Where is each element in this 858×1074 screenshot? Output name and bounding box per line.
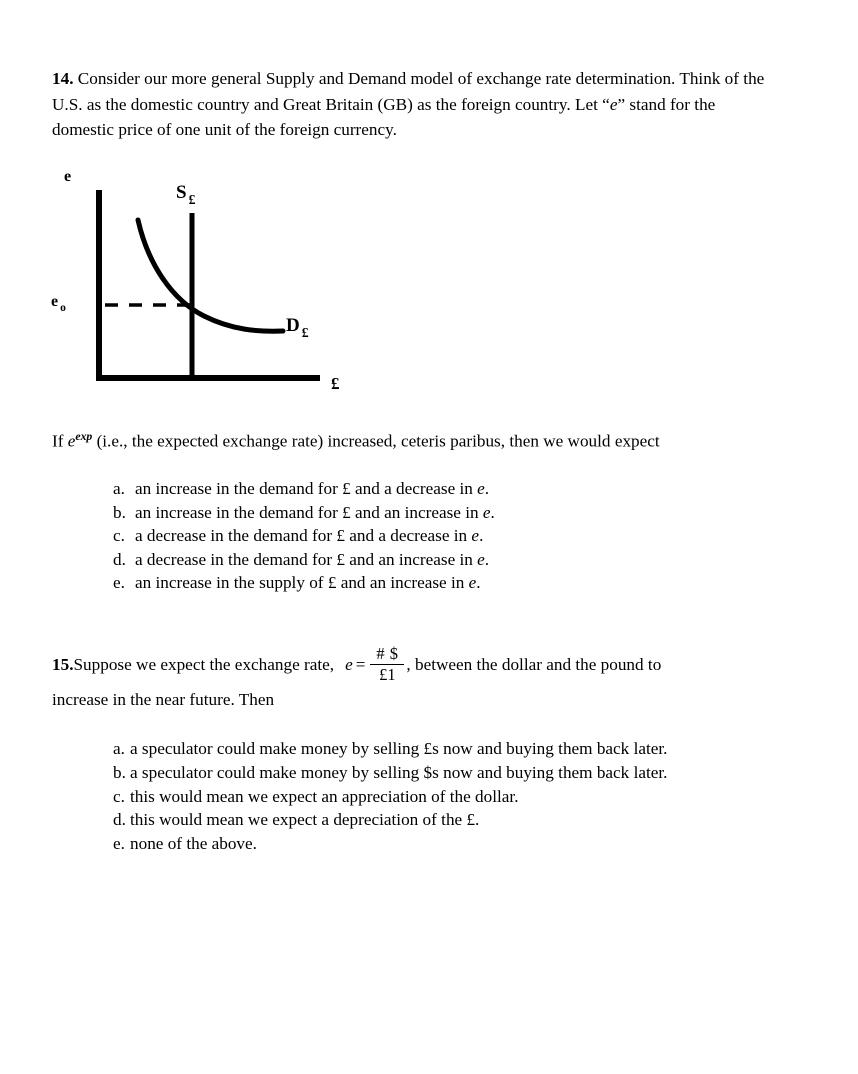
option-e-text: none of the above. (130, 834, 257, 854)
question-14-number: 14. (52, 69, 74, 88)
option-b-text: an increase in the demand for £ and an increase in (135, 502, 483, 522)
equilibrium-price-label-subscript: o (60, 301, 66, 314)
question-15-stem-line-1 (52, 645, 661, 684)
option-a-period: . (484, 479, 490, 498)
followup-rest: (i.e., the expected exchange rate) increased, ceteris paribus, then we would expect (92, 431, 660, 451)
demand-curve (138, 220, 283, 331)
question-15-stem-suffix: , between the dollar and the pound to (406, 654, 662, 674)
demand-curve-label (286, 315, 309, 341)
option-c-marker: c. (113, 526, 125, 546)
option-b-period: . (490, 502, 495, 522)
supply-demand-figure (0, 160, 420, 410)
option-e-marker: e. (113, 834, 125, 854)
supply-curve-label (176, 182, 195, 208)
option-e[interactable] (113, 571, 495, 595)
option-b-variable: e (482, 502, 491, 522)
option-a-text: an increase in the demand for £ and a decrease in (135, 479, 478, 498)
option-e[interactable] (113, 832, 667, 856)
option-d-marker: d. (113, 810, 126, 830)
question-14-stem-variable-e: e (609, 94, 618, 114)
question-15-stem-prefix: Suppose we expect the exchange rate, (73, 654, 335, 674)
option-d-period: . (484, 549, 490, 569)
question-15-stem-line-2: increase in the near future. Then (52, 690, 275, 709)
option-b-marker: b. (113, 502, 126, 522)
option-c-period: . (479, 526, 484, 546)
y-axis-label (64, 168, 71, 186)
option-a-marker: a. (113, 739, 125, 758)
question-14-stem-line-1: Consider our more general Supply and Demand model of exchange rate (77, 69, 572, 88)
y-axis-label-text: e (64, 168, 72, 185)
x-axis-label-text: £ (331, 374, 340, 393)
equilibrium-price-label (51, 293, 66, 314)
question-15-options (113, 737, 667, 856)
supply-curve-label-text: S (176, 182, 187, 203)
question-14-stem (52, 66, 780, 143)
question-14-stem-line-3-part-b: ” stand for the domestic price of one unit of the foreign currency. (52, 94, 716, 139)
option-d-text: a decrease in the demand for £ and an increase in (135, 549, 478, 569)
demand-curve-label-text: D (286, 315, 300, 336)
option-b[interactable] (113, 761, 667, 785)
option-c-text: this would mean we expect an appreciation of the dollar. (130, 786, 519, 806)
option-e-text: an increase in the supply of £ and an increase in (135, 573, 469, 593)
question-15-equation-sign: = (355, 654, 366, 674)
option-e-period: . (476, 573, 481, 593)
question-14-stem-line-2: determination. Think of the U.S. as the domestic country and Great Britain (GB) as the (52, 69, 765, 114)
option-c-text: a decrease in the demand for £ and a decrease in (135, 526, 472, 546)
question-14-stem-line-3-part-a: foreign country. Let “ (461, 94, 610, 114)
option-c[interactable] (113, 524, 495, 548)
option-c-marker: c. (113, 786, 125, 806)
option-d[interactable] (113, 808, 667, 832)
question-15-number: 15. (52, 654, 74, 674)
option-a-variable: e (477, 479, 485, 498)
supply-curve-label-subscript: £ (188, 191, 196, 207)
option-a[interactable] (113, 737, 667, 761)
followup-prefix: If (52, 431, 68, 451)
equilibrium-price-label-text: e (51, 293, 59, 310)
demand-curve-label-subscript: £ (301, 324, 309, 340)
option-d-marker: d. (113, 549, 126, 569)
option-b-text: a speculator could make money by selling $s now and buying them back later. (130, 762, 668, 782)
option-b[interactable] (113, 501, 495, 525)
followup-variable-e: e (67, 431, 76, 451)
question-14-followup (52, 424, 792, 453)
fraction-numerator: # $ (376, 644, 399, 663)
option-b-marker: b. (113, 762, 126, 782)
x-axis-label (331, 374, 340, 394)
option-c[interactable] (113, 785, 667, 809)
followup-superscript-exp: exp (75, 430, 93, 443)
question-15-equation-variable: e (345, 654, 353, 674)
option-a-marker: a. (113, 479, 125, 498)
figure-svg (0, 160, 420, 410)
option-d-text: this would mean we expect a depreciation of the £. (130, 810, 480, 830)
question-14-options (113, 477, 495, 595)
option-d-variable: e (477, 549, 485, 569)
fraction-denominator: £1 (379, 665, 396, 685)
option-e-variable: e (468, 573, 477, 593)
option-a[interactable] (113, 477, 495, 501)
option-c-variable: e (471, 526, 480, 546)
option-e-marker: e. (113, 573, 125, 593)
option-a-text: a speculator could make money by selling £s now and buying them back later. (130, 739, 668, 758)
question-15-fraction (370, 645, 404, 684)
option-d[interactable] (113, 548, 495, 572)
